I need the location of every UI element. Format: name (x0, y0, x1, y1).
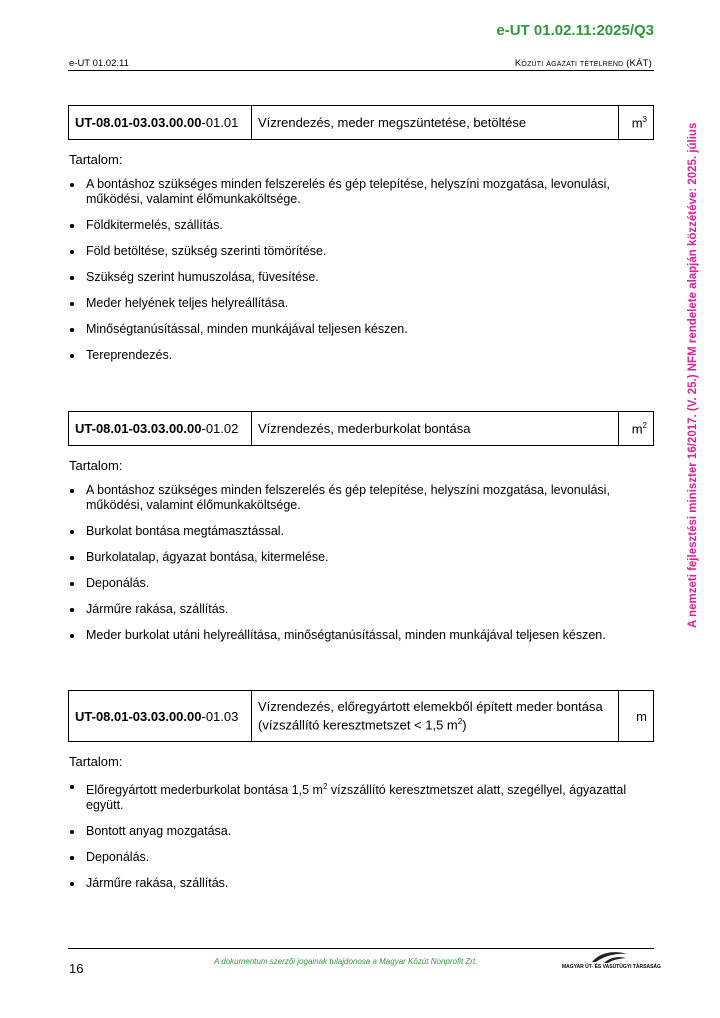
item-code-table (68, 690, 654, 742)
content-label: Tartalom: (69, 152, 123, 167)
content-label: Tartalom: (69, 754, 123, 769)
page-number: 16 (69, 961, 84, 976)
header-right: Közúti ágazati tételrend (KÁT) (514, 58, 652, 69)
list-item: Tereprendezés. (68, 348, 654, 363)
list-item: A bontáshoz szükséges minden felszerelés és gép telepítése, helyszíni mozgatása, levonulási, működési, valamint élőmunkaköltsége. (68, 483, 654, 513)
company-logo (562, 948, 661, 972)
list-item: Földkitermelés, szállítás. (68, 218, 654, 233)
header-rule (68, 70, 654, 71)
list-item: Burkolatalap, ágyazat bontása, kitermelése. (68, 550, 654, 565)
copyright-note: A dokumentum szerzői jogainak tulajdonosa a Magyar Közút Nonprofit Zrt. (214, 957, 478, 966)
list-item: Burkolat bontása megtámasztással. (68, 524, 654, 539)
item-code-table (68, 411, 654, 446)
item-unit: $m^2$ (619, 412, 654, 446)
section-01-01 (68, 105, 654, 374)
header-left: e-UT 01.02.11 (69, 58, 129, 69)
item-code: UT-08.01-03.03.00.00-01.02 (69, 412, 252, 446)
item-code: UT-08.01-03.03.00.00-01.01 (69, 106, 252, 140)
item-description: Vízrendezés, előregyártott elemekből épített meder bontása (vízszállító keresztmetszet < 1,5 $m^2$) (252, 691, 619, 742)
list-item: Deponálás. (68, 576, 654, 591)
item-description: Vízrendezés, meder megszüntetése, betöltése (252, 106, 619, 140)
list-item: Föld betöltése, szükség szerinti tömörítése. (68, 244, 654, 259)
list-item: Meder burkolat utáni helyreállítása, minőségtanúsítással, minden munkájával teljesen készen. (68, 628, 654, 643)
section-01-02 (68, 411, 654, 654)
item-code-table (68, 105, 654, 140)
side-publication-note: A nemzeti fejlesztési miniszter 16/2017. (V. 25.) NFM rendelete alapján közzétéve: 2025. július (687, 122, 699, 628)
document-code: e-UT 01.02.11:2025/Q3 (496, 22, 654, 39)
list-item: Meder helyének teljes helyreállítása. (68, 296, 654, 311)
list-item: Járműre rakása, szállítás. (68, 876, 654, 891)
content-label: Tartalom: (69, 458, 123, 473)
item-unit: m (619, 691, 654, 742)
list-item: Minőségtanúsítással, minden munkájával teljesen készen. (68, 322, 654, 337)
item-unit: $m^3$ (619, 106, 654, 140)
content-list (68, 177, 654, 363)
content-list (68, 483, 654, 643)
logo-text: MAGYAR ÚT- ÉS VASÚTÜGYI TÁRSASÁG (562, 964, 661, 970)
list-item: Szükség szerint humuszolása, füvesítése. (68, 270, 654, 285)
item-description: Vízrendezés, mederburkolat bontása (252, 412, 619, 446)
list-item: Előregyártott mederburkolat bontása 1,5 $m^2$ vízszállító keresztmetszet alatt, szegéllyel, ágyazattal együtt. (68, 779, 654, 813)
content-list (68, 779, 654, 891)
list-item: Járműre rakása, szállítás. (68, 602, 654, 617)
list-item: A bontáshoz szükséges minden felszerelés és gép telepítése, helyszíni mozgatása, levonulási, működési, valamint élőmunkaköltsége. (68, 177, 654, 207)
logo-mark-icon (590, 948, 630, 964)
list-item: Bontott anyag mozgatása. (68, 824, 654, 839)
item-code: UT-08.01-03.03.00.00-01.03 (69, 691, 252, 742)
list-item: Deponálás. (68, 850, 654, 865)
section-01-03 (68, 690, 654, 902)
